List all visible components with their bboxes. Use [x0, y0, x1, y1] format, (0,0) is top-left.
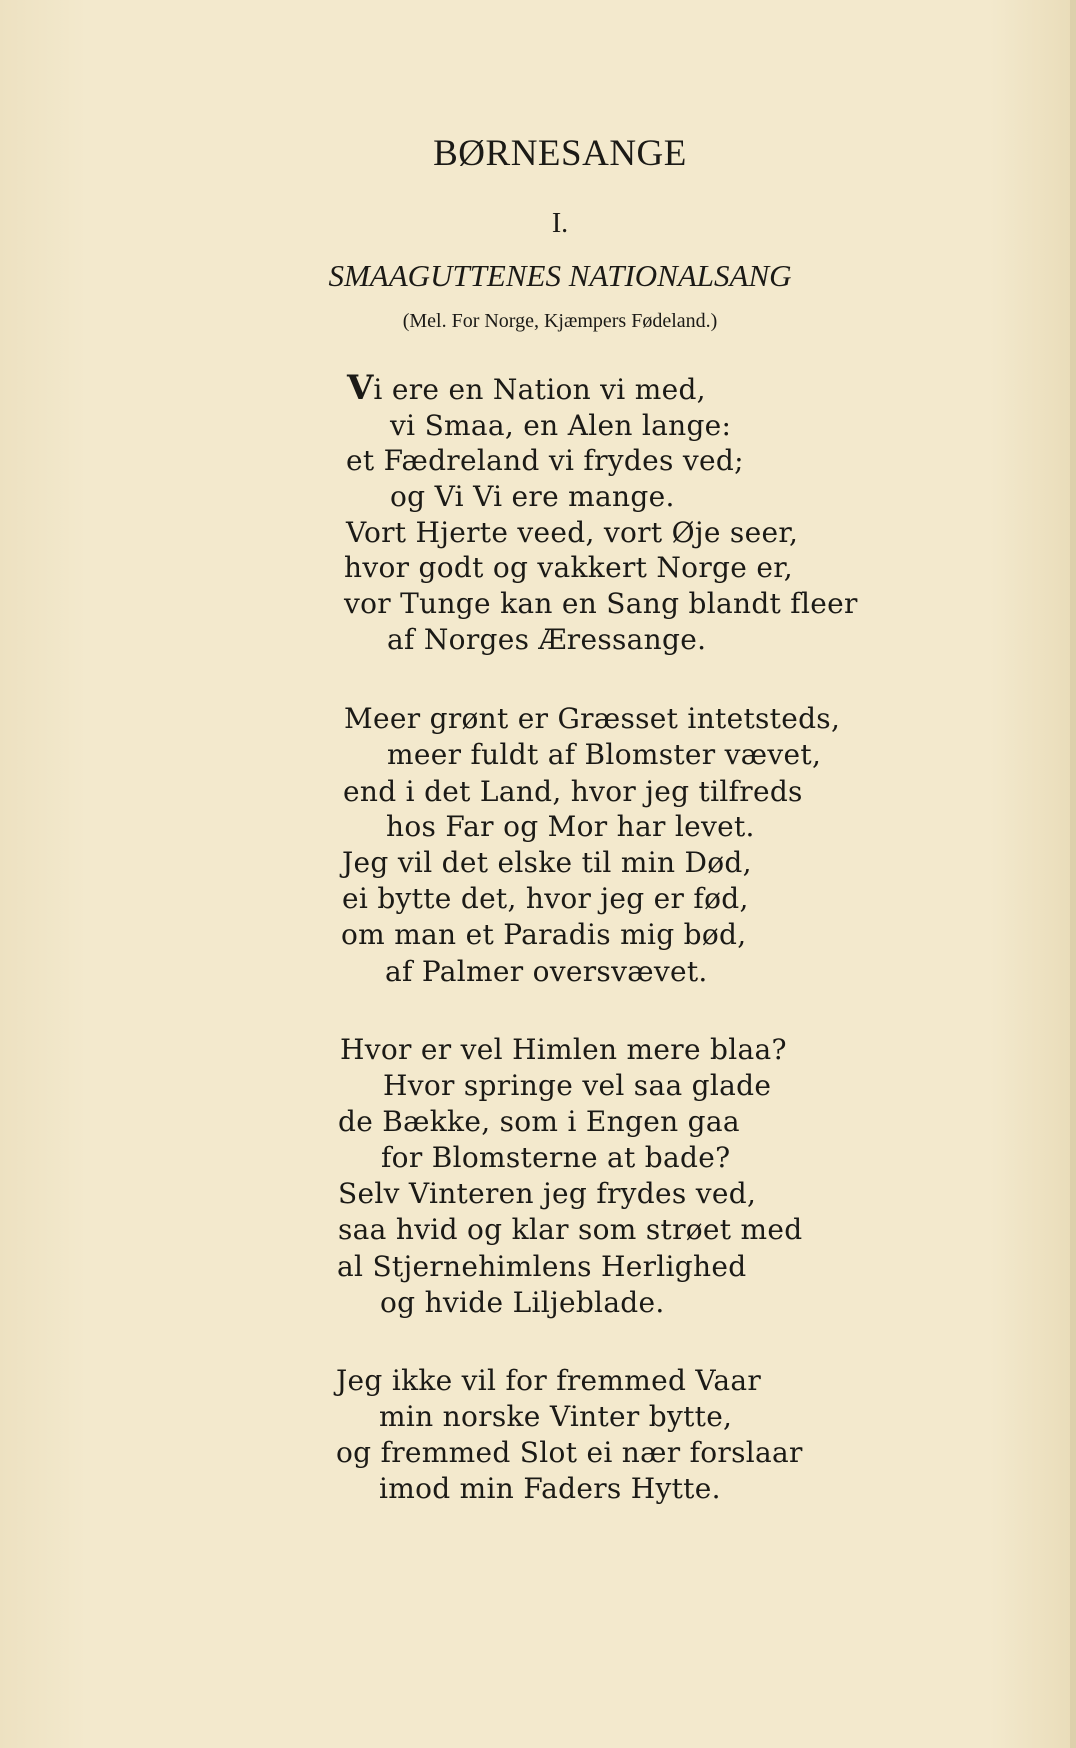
poem-line: min norske Vinter bytte,	[379, 1400, 733, 1433]
poem-line: de Bække, som i Engen gaa	[338, 1105, 740, 1138]
poem-line: al Stjernehimlens Herlighed	[337, 1250, 747, 1283]
poem-line: Jeg ikke vil for fremmed Vaar	[336, 1364, 762, 1397]
melody-note: (Mel. For Norge, Kjæmpers Fødeland.)	[402, 310, 718, 332]
poem-line	[347, 368, 706, 408]
book-title: BØRNESANGE	[433, 133, 687, 174]
poem-line: saa hvid og klar som strøet med	[338, 1213, 803, 1246]
poem-line: Meer grønt er Græsset intetsteds,	[344, 702, 841, 735]
poem-line: om man et Paradis mig bød,	[341, 918, 747, 951]
poem-line: af Norges Æressange.	[387, 623, 707, 656]
poem-line: Selv Vinteren jeg frydes ved,	[338, 1177, 757, 1210]
poem-line: Jeg vil det elske til min Død,	[342, 846, 752, 879]
poem-line: Hvor springe vel saa glade	[383, 1069, 772, 1102]
poem-line: vi Smaa, en Alen lange:	[390, 409, 732, 442]
poem-line: og hvide Liljeblade.	[380, 1286, 665, 1319]
poem-line: for Blomsterne at bade?	[381, 1141, 731, 1174]
first-line-text: i ere en Nation vi med,	[373, 373, 706, 406]
song-number: I.	[551, 208, 569, 239]
poem-line: hvor godt og vakkert Norge er,	[344, 551, 794, 584]
poem-line: og fremmed Slot ei nær forslaar	[336, 1436, 803, 1469]
poem-line: end i det Land, hvor jeg tilfreds	[343, 775, 803, 808]
song-title: SMAAGUTTENES NATIONALSANG	[328, 258, 792, 293]
poem-line: hos Far og Mor har levet.	[386, 810, 755, 843]
poem-line: af Palmer oversvævet.	[385, 955, 708, 988]
poem-line: Hvor er vel Himlen mere blaa?	[340, 1033, 787, 1066]
poem-line: ei bytte det, hvor jeg er fød,	[342, 882, 749, 915]
poem-line: et Fædreland vi frydes ved;	[346, 444, 744, 477]
poem-line: meer fuldt af Blomster vævet,	[387, 738, 822, 771]
poem-line: imod min Faders Hytte.	[379, 1472, 721, 1505]
poem-line: vor Tunge kan en Sang blandt fleer	[344, 587, 858, 620]
poem-line: og Vi Vi ere mange.	[390, 480, 675, 513]
drop-capital: V	[347, 368, 374, 408]
poem-line: Vort Hjerte veed, vort Øje seer,	[346, 516, 799, 549]
